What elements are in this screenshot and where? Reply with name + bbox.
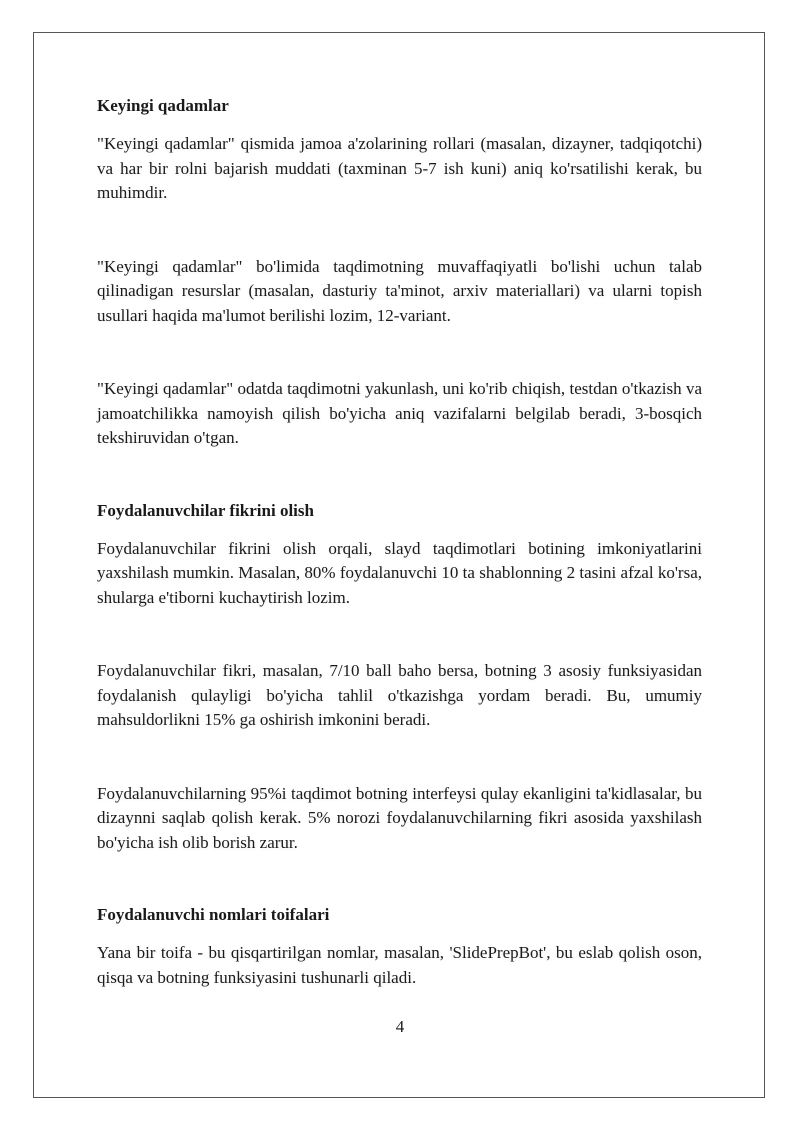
paragraph: Foydalanuvchilar fikrini olish orqali, slayd taqdimotlari botining imkoniyatlarini yaxshilash mumkin. Masalan, 80% foydalanuvchi 10 ta shablonning 2 tasini afzal ko'rsa, shularga e'tiborni kuchaytirish lozim. [97,538,702,607]
section-foydalanuvchi-nomlari-toifalari [97,903,702,990]
paragraph: "Keyingi qadamlar" bo'limida taqdimotning muvaffaqiyatli bo'lishi uchun talab qilinadigan resurslar (masalan, dasturiy ta'minot, arxiv materiallari) va ularni topish usullari haqida ma'lumot berilishi lozim, 12-variant. [97,256,702,325]
section-keyingi-qadamlar [97,94,702,451]
section-heading: Foydalanuvchi nomlari toifalari [97,905,330,924]
page-number: 4 [395,1017,405,1036]
paragraph: Yana bir toifa - bu qisqartirilgan nomlar, masalan, 'SlidePrepBot', bu eslab qolish oson, qisqa va botning funksiyasini tushunarli qiladi. [97,943,702,987]
section-foydalanuvchilar-fikrini-olish [97,499,702,856]
paragraph: "Keyingi qadamlar" qismida jamoa a'zolarining rollari (masalan, dizayner, tadqiqotchi) va har bir rolni bajarish muddati (taxminan 5-7 ish kuni) aniq ko'rsatilishi kerak, bu muhimdir. [97,134,702,202]
paragraph: "Keyingi qadamlar" odatda taqdimotni yakunlash, uni ko'rib chiqish, testdan o'tkazish va jamoatchilikka namoyish qilish bo'yicha aniq vazifalarni belgilab beradi, 3-bosqich tekshiruvidan o'tgan. [97,379,702,447]
section-heading: Foydalanuvchilar fikrini olish [97,500,314,520]
document-body [97,94,702,990]
section-heading: Keyingi qadamlar [97,96,229,115]
paragraph: Foydalanuvchilarning 95%i taqdimot botning interfeysi qulay ekanligini ta'kidlasalar, bu dizaynni saqlab qolish kerak. 5% norozi foydalanuvchilarning fikri asosida yaxshilash bo'yicha ish olib borish zarur. [97,783,702,852]
paragraph: Foydalanuvchilar fikri, masalan, 7/10 ball baho bersa, botning 3 asosiy funksiyasidan foydalanish qulayligi bo'yicha tahlil o'tkazishga yordam beradi. Bu, umumiy mahsuldorlikni 15% ga oshirish imkonini beradi. [97,661,702,729]
